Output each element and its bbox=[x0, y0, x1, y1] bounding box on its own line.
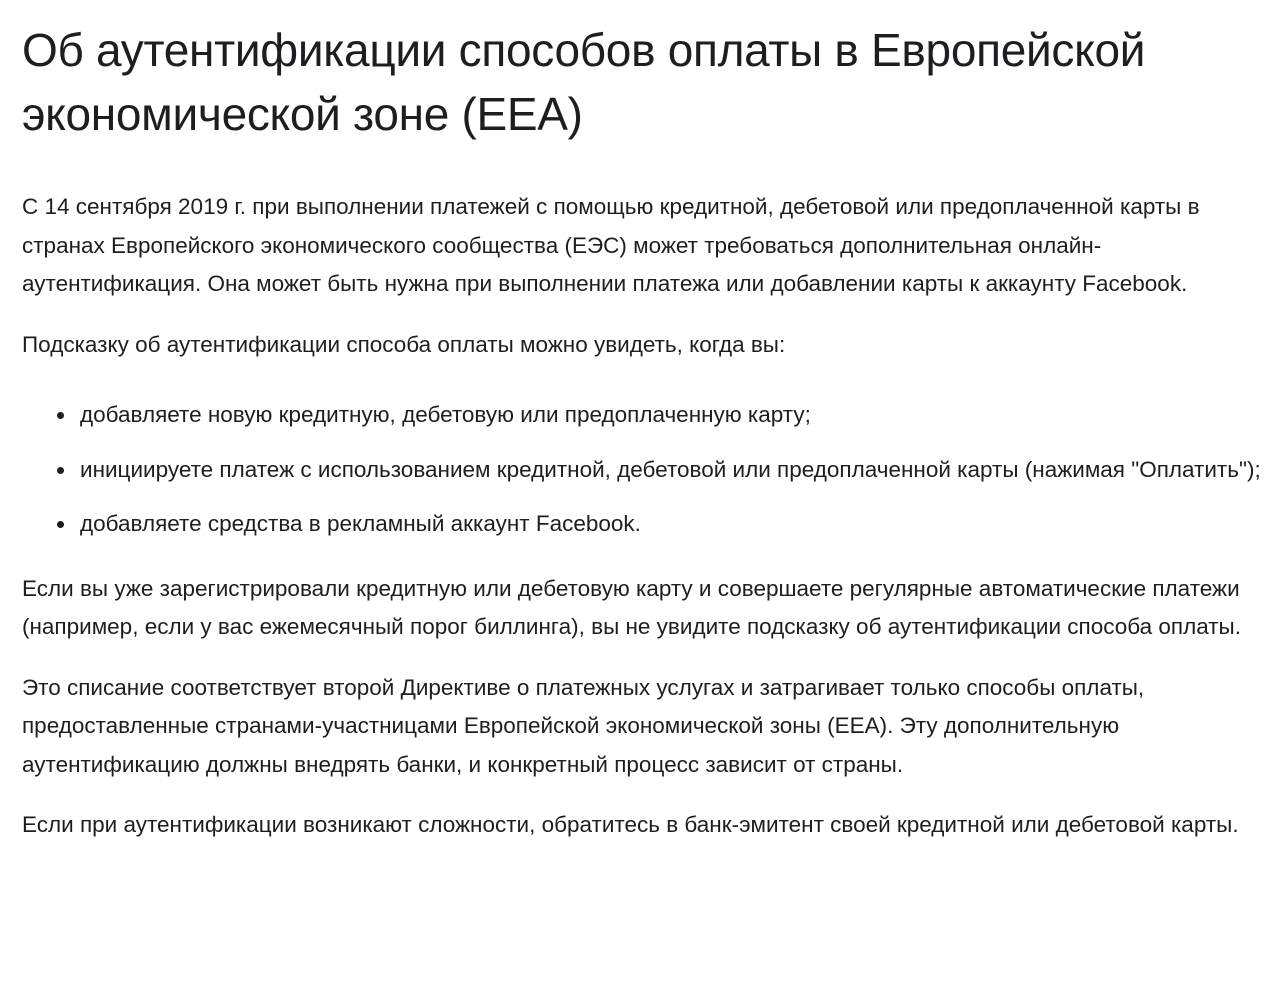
list-item bbox=[22, 505, 1262, 544]
conditions-list bbox=[22, 396, 1262, 544]
article-body bbox=[22, 0, 1262, 845]
bullet-icon bbox=[57, 521, 64, 528]
list-item-text: добавляете новую кредитную, дебетовую или предоплаченную карту; bbox=[80, 402, 811, 427]
list-item bbox=[22, 396, 1262, 435]
psd2-paragraph: Это списание соответствует второй Директиве о платежных услугах и затрагивает только способы оплаты, предоставленные странами-участницами Европейской экономической зоны (EEA). Эту дополнительную аутентификацию должны внедрять банки, и конкретный процесс зависит от страны. bbox=[22, 674, 1145, 777]
intro-paragraph: С 14 сентября 2019 г. при выполнении платежей с помощью кредитной, дебетовой или предоплаченной карты в странах Европейского экономического сообщества (ЕЭС) может требоваться дополнительная онлайн-аутентификация. Она может быть нужна при выполнении платежа или добавлении карты к аккаунту Facebook. bbox=[22, 194, 1200, 296]
bullet-icon bbox=[57, 467, 64, 474]
list-intro-paragraph: Подсказку об аутентификации способа оплаты можно увидеть, когда вы: bbox=[22, 331, 786, 357]
recurring-payments-paragraph: Если вы уже зарегистрировали кредитную или дебетовую карту и совершаете регулярные автоматические платежи (например, если у вас ежемесячный порог биллинга), вы не увидите подсказку об аутентификации способа оплаты. bbox=[22, 575, 1241, 639]
support-paragraph: Если при аутентификации возникают сложности, обратитесь в банк-эмитент своей кредитной или дебетовой карты. bbox=[22, 812, 1239, 837]
list-item-text: добавляете средства в рекламный аккаунт Facebook. bbox=[80, 511, 641, 536]
list-item bbox=[22, 451, 1262, 490]
bullet-icon bbox=[57, 412, 64, 419]
list-item-text: инициируете платеж с использованием кредитной, дебетовой или предоплаченной карты (нажимая "Оплатить"); bbox=[80, 456, 1261, 482]
page-title: Об аутентификации способов оплаты в Европейской экономической зоне (EEA) bbox=[22, 24, 1146, 140]
